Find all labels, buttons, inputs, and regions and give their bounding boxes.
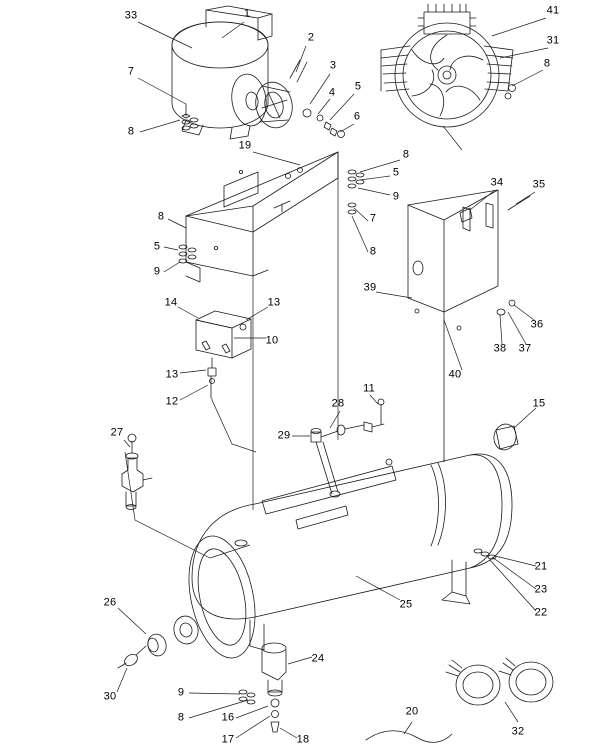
callout-number-19: 19 bbox=[238, 139, 252, 152]
callout-number-37: 37 bbox=[518, 342, 532, 355]
motor-assembly bbox=[172, 6, 272, 139]
callout-number-21: 21 bbox=[534, 560, 548, 573]
callout-number-38: 38 bbox=[493, 342, 507, 355]
callout-number-8: 8 bbox=[177, 711, 185, 724]
callout-number-13: 13 bbox=[267, 296, 281, 309]
pressure-switch-assembly bbox=[196, 311, 251, 398]
callout-number-3: 3 bbox=[329, 59, 337, 72]
callout-number-9: 9 bbox=[153, 265, 161, 278]
coiled-hoses bbox=[446, 658, 553, 705]
callout-number-26: 26 bbox=[103, 596, 117, 609]
callout-number-8: 8 bbox=[402, 148, 410, 161]
manifold-tube-assembly bbox=[311, 399, 384, 497]
callout-number-10: 10 bbox=[265, 334, 279, 347]
callout-number-16: 16 bbox=[221, 711, 235, 724]
callout-number-28: 28 bbox=[331, 397, 345, 410]
belt-guard-plate bbox=[186, 152, 338, 282]
callout-number-7: 7 bbox=[127, 65, 135, 78]
callout-number-17: 17 bbox=[221, 733, 235, 746]
callout-number-13: 13 bbox=[165, 368, 179, 381]
callout-number-2: 2 bbox=[307, 31, 315, 44]
callout-number-25: 25 bbox=[399, 598, 413, 611]
callout-number-40: 40 bbox=[448, 368, 462, 381]
callout-number-33: 33 bbox=[124, 9, 138, 22]
callout-number-5: 5 bbox=[392, 166, 400, 179]
wheel-hub-assembly bbox=[118, 632, 169, 668]
callout-number-24: 24 bbox=[311, 652, 325, 665]
shroud-panel bbox=[408, 190, 530, 462]
callout-number-8: 8 bbox=[543, 57, 551, 70]
callout-number-18: 18 bbox=[296, 733, 310, 746]
air-hose bbox=[366, 731, 452, 743]
callout-number-36: 36 bbox=[530, 318, 544, 331]
callout-number-22: 22 bbox=[534, 606, 548, 619]
callout-number-5: 5 bbox=[153, 240, 161, 253]
callout-number-8: 8 bbox=[157, 210, 165, 223]
callout-number-29: 29 bbox=[277, 429, 291, 442]
callout-number-1: 1 bbox=[243, 7, 251, 20]
callout-number-11: 11 bbox=[363, 382, 375, 395]
callout-number-31: 31 bbox=[546, 34, 560, 47]
callout-number-30: 30 bbox=[103, 690, 117, 703]
tank-end-cap bbox=[492, 422, 519, 452]
callout-number-7: 7 bbox=[369, 212, 377, 225]
air-tank bbox=[171, 454, 512, 732]
callout-number-6: 6 bbox=[353, 110, 361, 123]
pulley-assembly bbox=[252, 60, 345, 138]
callout-number-8: 8 bbox=[369, 245, 377, 258]
pump-head-assembly bbox=[381, 4, 516, 127]
callout-number-15: 15 bbox=[532, 397, 546, 410]
regulator-assembly bbox=[122, 434, 152, 510]
callout-number-23: 23 bbox=[534, 583, 548, 596]
callout-number-27: 27 bbox=[110, 426, 124, 439]
callout-number-32: 32 bbox=[511, 725, 525, 738]
callout-number-34: 34 bbox=[490, 176, 504, 189]
callout-number-5: 5 bbox=[354, 80, 362, 93]
leader-lines bbox=[117, 18, 551, 738]
callout-number-9: 9 bbox=[177, 686, 185, 699]
callout-number-39: 39 bbox=[363, 281, 377, 294]
callout-number-35: 35 bbox=[532, 178, 546, 191]
callout-number-4: 4 bbox=[328, 86, 336, 99]
callout-number-9: 9 bbox=[392, 190, 400, 203]
callout-number-8: 8 bbox=[127, 125, 135, 138]
callout-number-14: 14 bbox=[164, 296, 178, 309]
callout-number-20: 20 bbox=[405, 705, 419, 718]
callout-number-41: 41 bbox=[546, 4, 560, 17]
callout-number-12: 12 bbox=[165, 395, 179, 408]
